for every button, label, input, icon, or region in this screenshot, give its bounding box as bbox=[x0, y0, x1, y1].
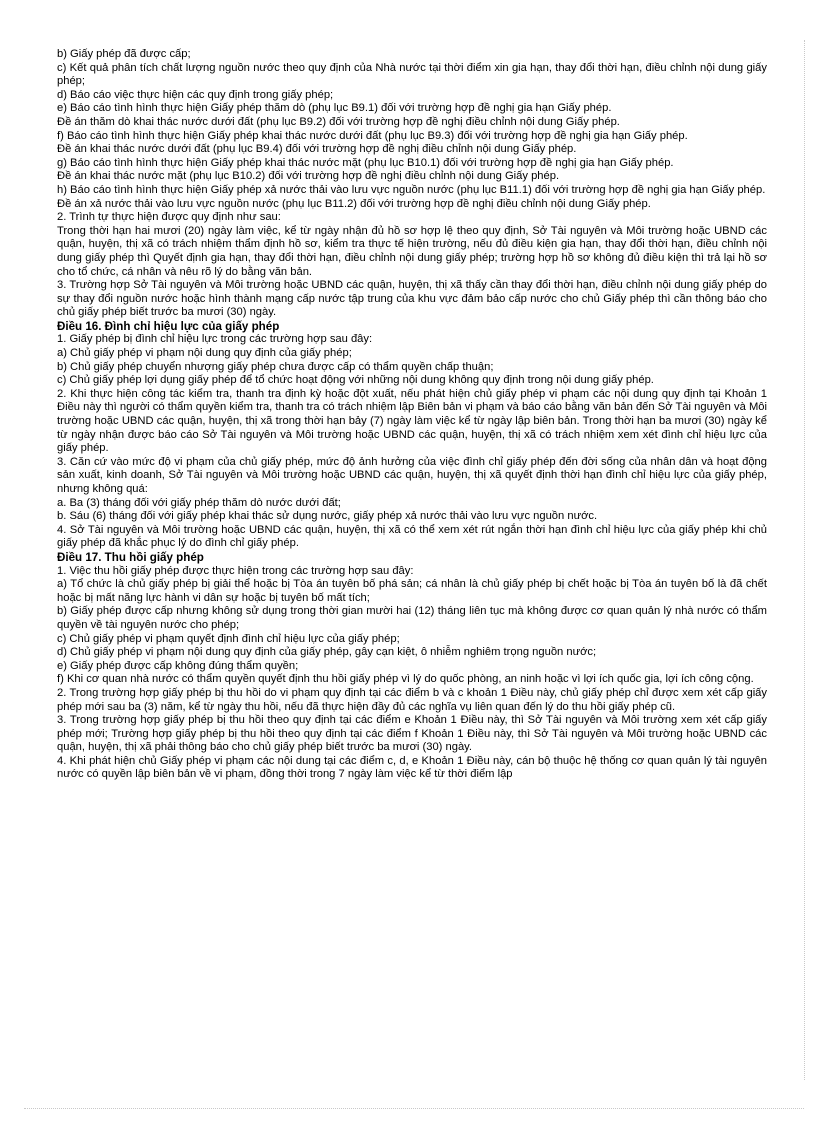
paragraph: a. Ba (3) tháng đối với giấy phép thăm dò nước dưới đất; bbox=[57, 496, 341, 509]
paragraph: 3. Trường hợp Sở Tài nguyên và Môi trường hoặc UBND các quận, huyện, thị xã thấy cần thay đổi thời hạn, điều chỉnh nội dung giấy phép do sự thay đổi nguồn nước hoặc hình thành mạng cấp nước tập trung của khu vực đảm bảo cấp nước cho chủ Giấy phép thì cần thông báo cho chủ giấy phép biết trước ba mươi (30) ngày. bbox=[57, 279, 767, 319]
article-heading: Điều 17. Thu hồi giấy phép bbox=[57, 550, 204, 564]
paragraph: c) Kết quả phân tích chất lượng nguồn nước theo quy định của Nhà nước tại thời điểm xin gia hạn, thay đổi thời hạn, điều chỉnh nội dung giấy phép; bbox=[57, 61, 767, 88]
paragraph: d) Báo cáo việc thực hiện các quy định trong giấy phép; bbox=[57, 88, 334, 101]
paragraph: Trong thời hạn hai mươi (20) ngày làm việc, kể từ ngày nhận đủ hồ sơ hợp lệ theo quy định, Sở Tài nguyên và Môi trường hoặc UBND các quận, huyện, thị xã có trách nhiệm thẩm định hồ sơ, kiểm tra thực tế hiện trường, nếu đủ điều kiện gia hạn, thay đổi thời hạn, điều chỉnh nội dung giấy phép thì Quyết định gia hạn, thay đổi thời hạn, điều chỉnh nội dung giấy phép; trường hợp hồ sơ không đủ điều kiện thì trả lại hồ sơ cho tổ chức, cá nhân và nêu rõ lý do bằng văn bản. bbox=[57, 224, 767, 278]
paragraph: 4. Sở Tài nguyên và Môi trường hoặc UBND các quận, huyện, thị xã có thể xem xét rút ngắn thời hạn đình chỉ hiệu lực của giấy phép khi chủ giấy phép đã khắc phục lý do đình chỉ giấy phép. bbox=[57, 523, 767, 550]
paragraph: c) Chủ giấy phép vi phạm quyết định đình chỉ hiệu lực của giấy phép; bbox=[57, 632, 400, 645]
paragraph: h) Báo cáo tình hình thực hiện Giấy phép xả nước thải vào lưu vực nguồn nước (phụ lục B11.1) đối với trường hợp đề nghị gia hạn Giấy phép. bbox=[57, 183, 766, 196]
paragraph: f) Khi cơ quan nhà nước có thẩm quyền quyết định thu hồi giấy phép vì lý do quốc phòng, an ninh hoặc vì lợi ích quốc gia, lợi ích công cộng. bbox=[57, 673, 754, 686]
page-edge-right bbox=[804, 40, 805, 1080]
paragraph: a) Chủ giấy phép vi phạm nội dung quy định của giấy phép; bbox=[57, 347, 352, 360]
paragraph: b) Giấy phép đã được cấp; bbox=[57, 48, 191, 60]
paragraph: Đề án khai thác nước mặt (phụ lục B10.2) đối với trường hợp đề nghị điều chỉnh nội dung Giấy phép. bbox=[57, 170, 560, 183]
paragraph: b. Sáu (6) tháng đối với giấy phép khai thác sử dụng nước, giấy phép xả nước thải vào lưu vực nguồn nước. bbox=[57, 510, 598, 523]
paragraph: d) Chủ giấy phép vi phạm nội dung quy định của giấy phép, gây cạn kiệt, ô nhiễm nghiêm trọng nguồn nước; bbox=[57, 646, 597, 659]
paragraph: e) Giấy phép được cấp không đúng thẩm quyền; bbox=[57, 659, 299, 672]
paragraph: Đề án xả nước thải vào lưu vực nguồn nước (phụ lục B11.2) đối với trường hợp đề nghị điều chỉnh nội dung Giấy phép. bbox=[57, 197, 651, 210]
paragraph: 4. Khi phát hiện chủ Giấy phép vi phạm các nội dung tại các điểm c, d, e Khoản 1 Điều này, cán bộ thuộc hệ thống cơ quan quản lý tài nguyên nước có quyền lập biên bản về vi phạm, đồng thời trong 7 ngày làm việc kể từ thời điểm lập bbox=[57, 754, 767, 781]
paragraph: Đề án khai thác nước dưới đất (phụ lục B9.4) đối với trường hợp đề nghị điều chỉnh nội dung Giấy phép. bbox=[57, 143, 577, 156]
paragraph: e) Báo cáo tình hình thực hiện Giấy phép thăm dò (phụ lục B9.1) đối với trường hợp đề nghị gia hạn Giấy phép. bbox=[57, 102, 612, 115]
article-heading: Điều 16. Đình chỉ hiệu lực của giấy phép bbox=[57, 319, 280, 333]
paragraph: b) Chủ giấy phép chuyển nhượng giấy phép chưa được cấp có thẩm quyền chấp thuận; bbox=[57, 360, 494, 373]
paragraph: f) Báo cáo tình hình thực hiện Giấy phép khai thác nước dưới đất (phụ lục B9.3) đối với trường hợp đề nghị gia hạn Giấy phép. bbox=[57, 129, 688, 142]
paragraph: 1. Giấy phép bị đình chỉ hiệu lực trong các trường hợp sau đây: bbox=[57, 333, 373, 346]
paragraph: 3. Trong trường hợp giấy phép bị thu hồi theo quy định tại các điểm e Khoản 1 Điều này, thì Sở Tài nguyên và Môi trường xem xét cấp giấy phép mới; Trường hợp giấy phép bị thu hồi theo quy định tại các điểm f Khoản 1 Điều này, thì Sở Tài nguyên và Môi trường hoặc UBND các quận, huyện, thị xã phải thông báo cho chủ giấy phép biết trước ba mươi (30) ngày. bbox=[57, 714, 767, 754]
paragraph: 2. Khi thực hiện công tác kiểm tra, thanh tra định kỳ hoặc đột xuất, nếu phát hiện chủ giấy phép vi phạm các nội dung quy định tại Khoản 1 Điều này thì người có thẩm quyền kiểm tra, thanh tra có trách nhiệm lập Biên bản vi phạm và báo cáo bằng văn bản đến Sở Tài nguyên và Môi trường hoặc UBND các quận, huyện, thị xã trong thời hạn bảy (7) ngày làm việc kể từ ngày lập biên bản. Trong thời hạn ba mươi (30) ngày kể từ ngày nhận được báo cáo Sở Tài nguyên và Môi trường hoặc UBND các quận, huyện, thị xã có trách nhiệm xem xét đình chỉ hiệu lực của giấy phép. bbox=[57, 387, 767, 455]
paragraph: 1. Việc thu hồi giấy phép được thực hiện trong các trường hợp sau đây: bbox=[57, 564, 414, 577]
paragraph: c) Chủ giấy phép lợi dụng giấy phép để tổ chức hoạt động với những nội dung không quy định trong nội dung giấy phép. bbox=[57, 374, 654, 387]
paragraph: 3. Căn cứ vào mức độ vi phạm của chủ giấy phép, mức độ ảnh hưởng của việc đình chỉ giấy phép đến đời sống của nhân dân và hoạt động sản xuất, kinh doanh, Sở Tài nguyên và Môi trường hoặc UBND các quận, huyện, thị xã quyết định thời hạn đình chỉ hiệu lực của giấy phép, nhưng không quá: bbox=[57, 455, 767, 495]
document-body bbox=[57, 48, 767, 782]
paragraph: Đề án thăm dò khai thác nước dưới đất (phụ lục B9.2) đối với trường hợp đề nghị điều chỉnh nội dung Giấy phép. bbox=[57, 115, 620, 128]
paragraph: a) Tổ chức là chủ giấy phép bị giải thể hoặc bị Tòa án tuyên bố phá sản; cá nhân là chủ giấy phép bị chết hoặc bị Tòa án tuyên bố là đã chết hoặc bị mất năng lực hành vi dân sự hoặc bị tuyên bố mất tích; bbox=[57, 578, 767, 604]
page-edge-bottom bbox=[24, 1108, 804, 1109]
paragraph: 2. Trình tự thực hiện được quy định như sau: bbox=[57, 211, 281, 224]
paragraph: 2. Trong trường hợp giấy phép bị thu hồi do vi phạm quy định tại các điểm b và c khoản 1 Điều này, chủ giấy phép chỉ được xem xét cấp giấy phép mới sau ba (3) năm, kể từ ngày thu hồi, nếu đã thực hiện đầy đủ các nghĩa vụ liên quan đến lý do thu hồi giấy phép cũ. bbox=[57, 686, 767, 713]
paragraph: b) Giấy phép được cấp nhưng không sử dụng trong thời gian mười hai (12) tháng liên tục mà không được cơ quan quản lý nhà nước có thẩm quyền về tài nguyên nước cho phép; bbox=[57, 605, 767, 631]
paragraph: g) Báo cáo tình hình thực hiện Giấy phép khai thác nước mặt (phụ lục B10.1) đối với trường hợp đề nghị gia hạn Giấy phép. bbox=[57, 156, 674, 169]
